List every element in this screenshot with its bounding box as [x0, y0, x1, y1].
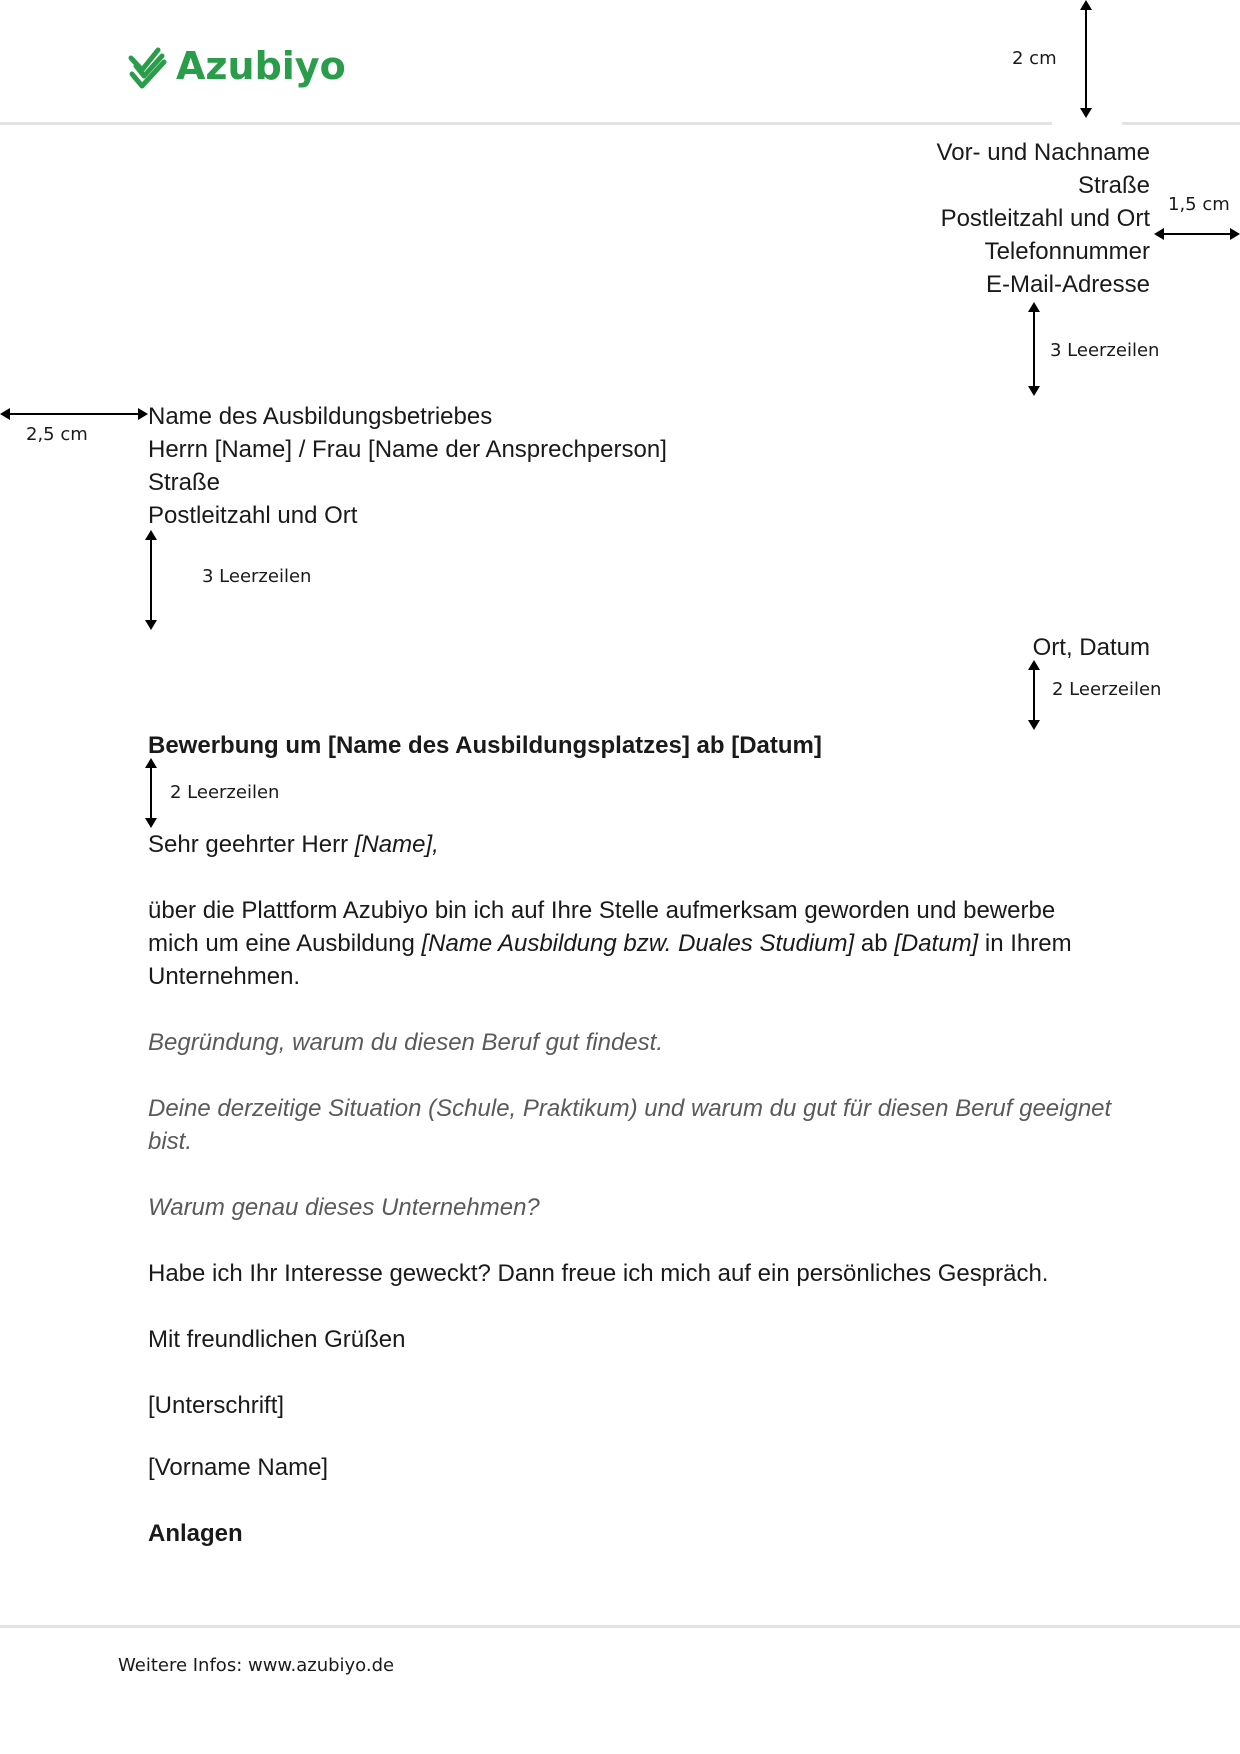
right-margin-arrow	[1154, 224, 1240, 244]
signoff-signature: [Unterschrift]	[148, 1392, 285, 1419]
hint-situation-line-1: Deine derzeitige Situation (Schule, Praktikum) und warum du gut für diesen Beruf geeignet	[148, 1095, 1112, 1122]
recipient-gap-label: 3 Leerzeilen	[202, 566, 312, 587]
top-margin-label: 2 cm	[1012, 48, 1057, 69]
sender-street: Straße	[1077, 172, 1150, 199]
sender-gap-arrow	[1024, 302, 1044, 396]
salutation-name: [Name],	[354, 831, 439, 858]
intro-line-3: Unternehmen.	[148, 963, 301, 990]
salutation	[148, 828, 439, 861]
footer-divider	[0, 1625, 1240, 1628]
subject-gap-label: 2 Leerzeilen	[170, 782, 280, 803]
recipient-person: Herrn [Name] / Frau [Name der Ansprechperson]	[148, 436, 667, 463]
brand-name: Azubiyo	[176, 44, 346, 88]
hint-reason: Begründung, warum du diesen Beruf gut findest.	[148, 1029, 663, 1056]
top-margin-arrow	[1076, 0, 1096, 120]
closing-sentence: Habe ich Ihr Interesse geweckt? Dann freue ich mich auf ein persönliches Gespräch.	[148, 1260, 1049, 1287]
sender-name: Vor- und Nachname	[936, 139, 1150, 166]
signoff-name: [Vorname Name]	[148, 1454, 329, 1481]
hint-situation	[148, 1092, 1111, 1158]
sender-city: Postleitzahl und Ort	[940, 205, 1150, 232]
intro-line-1: über die Plattform Azubiyo bin ich auf Ihre Stelle aufmerksam geworden und bewerbe	[148, 897, 1056, 924]
recipient-block	[148, 400, 667, 532]
intro-text-a: mich um eine Ausbildung	[148, 930, 422, 957]
recipient-gap-arrow	[141, 530, 161, 630]
left-margin-label: 2,5 cm	[26, 424, 88, 445]
signoff-greeting: Mit freundlichen Grüßen	[148, 1326, 406, 1353]
sender-block	[780, 136, 1150, 301]
date-gap-arrow	[1024, 660, 1044, 730]
recipient-company: Name des Ausbildungsbetriebes	[148, 403, 493, 430]
sender-email: E-Mail-Adresse	[985, 271, 1150, 298]
hint-company: Warum genau dieses Unternehmen?	[148, 1194, 540, 1221]
azubiyo-logo-icon	[128, 46, 168, 90]
salutation-prefix: Sehr geehrter Herr	[148, 831, 355, 858]
sender-phone: Telefonnummer	[984, 238, 1150, 265]
recipient-street: Straße	[148, 469, 221, 496]
footer-info: Weitere Infos: www.azubiyo.de	[118, 1655, 395, 1676]
subject-line: Bewerbung um [Name des Ausbildungsplatzes] ab [Datum]	[148, 732, 822, 759]
hint-situation-line-2: bist.	[148, 1128, 193, 1155]
date-gap-label: 2 Leerzeilen	[1052, 679, 1162, 700]
recipient-city: Postleitzahl und Ort	[148, 502, 358, 529]
right-margin-label: 1,5 cm	[1168, 194, 1230, 215]
subject-gap-arrow	[141, 758, 161, 828]
intro-placeholder-training: [Name Ausbildung bzw. Duales Studium]	[421, 930, 855, 957]
intro-placeholder-date: [Datum]	[894, 930, 979, 957]
intro-text-e: in Ihrem	[978, 930, 1072, 957]
attachments-heading: Anlagen	[148, 1520, 243, 1547]
intro-text-c: ab	[854, 930, 895, 957]
left-margin-arrow	[0, 404, 150, 424]
intro-paragraph	[148, 894, 1072, 993]
azubiyo-logo	[128, 44, 358, 92]
intro-line-2	[148, 927, 1072, 960]
place-date: Ort, Datum	[1032, 634, 1150, 661]
sender-gap-label: 3 Leerzeilen	[1050, 340, 1160, 361]
